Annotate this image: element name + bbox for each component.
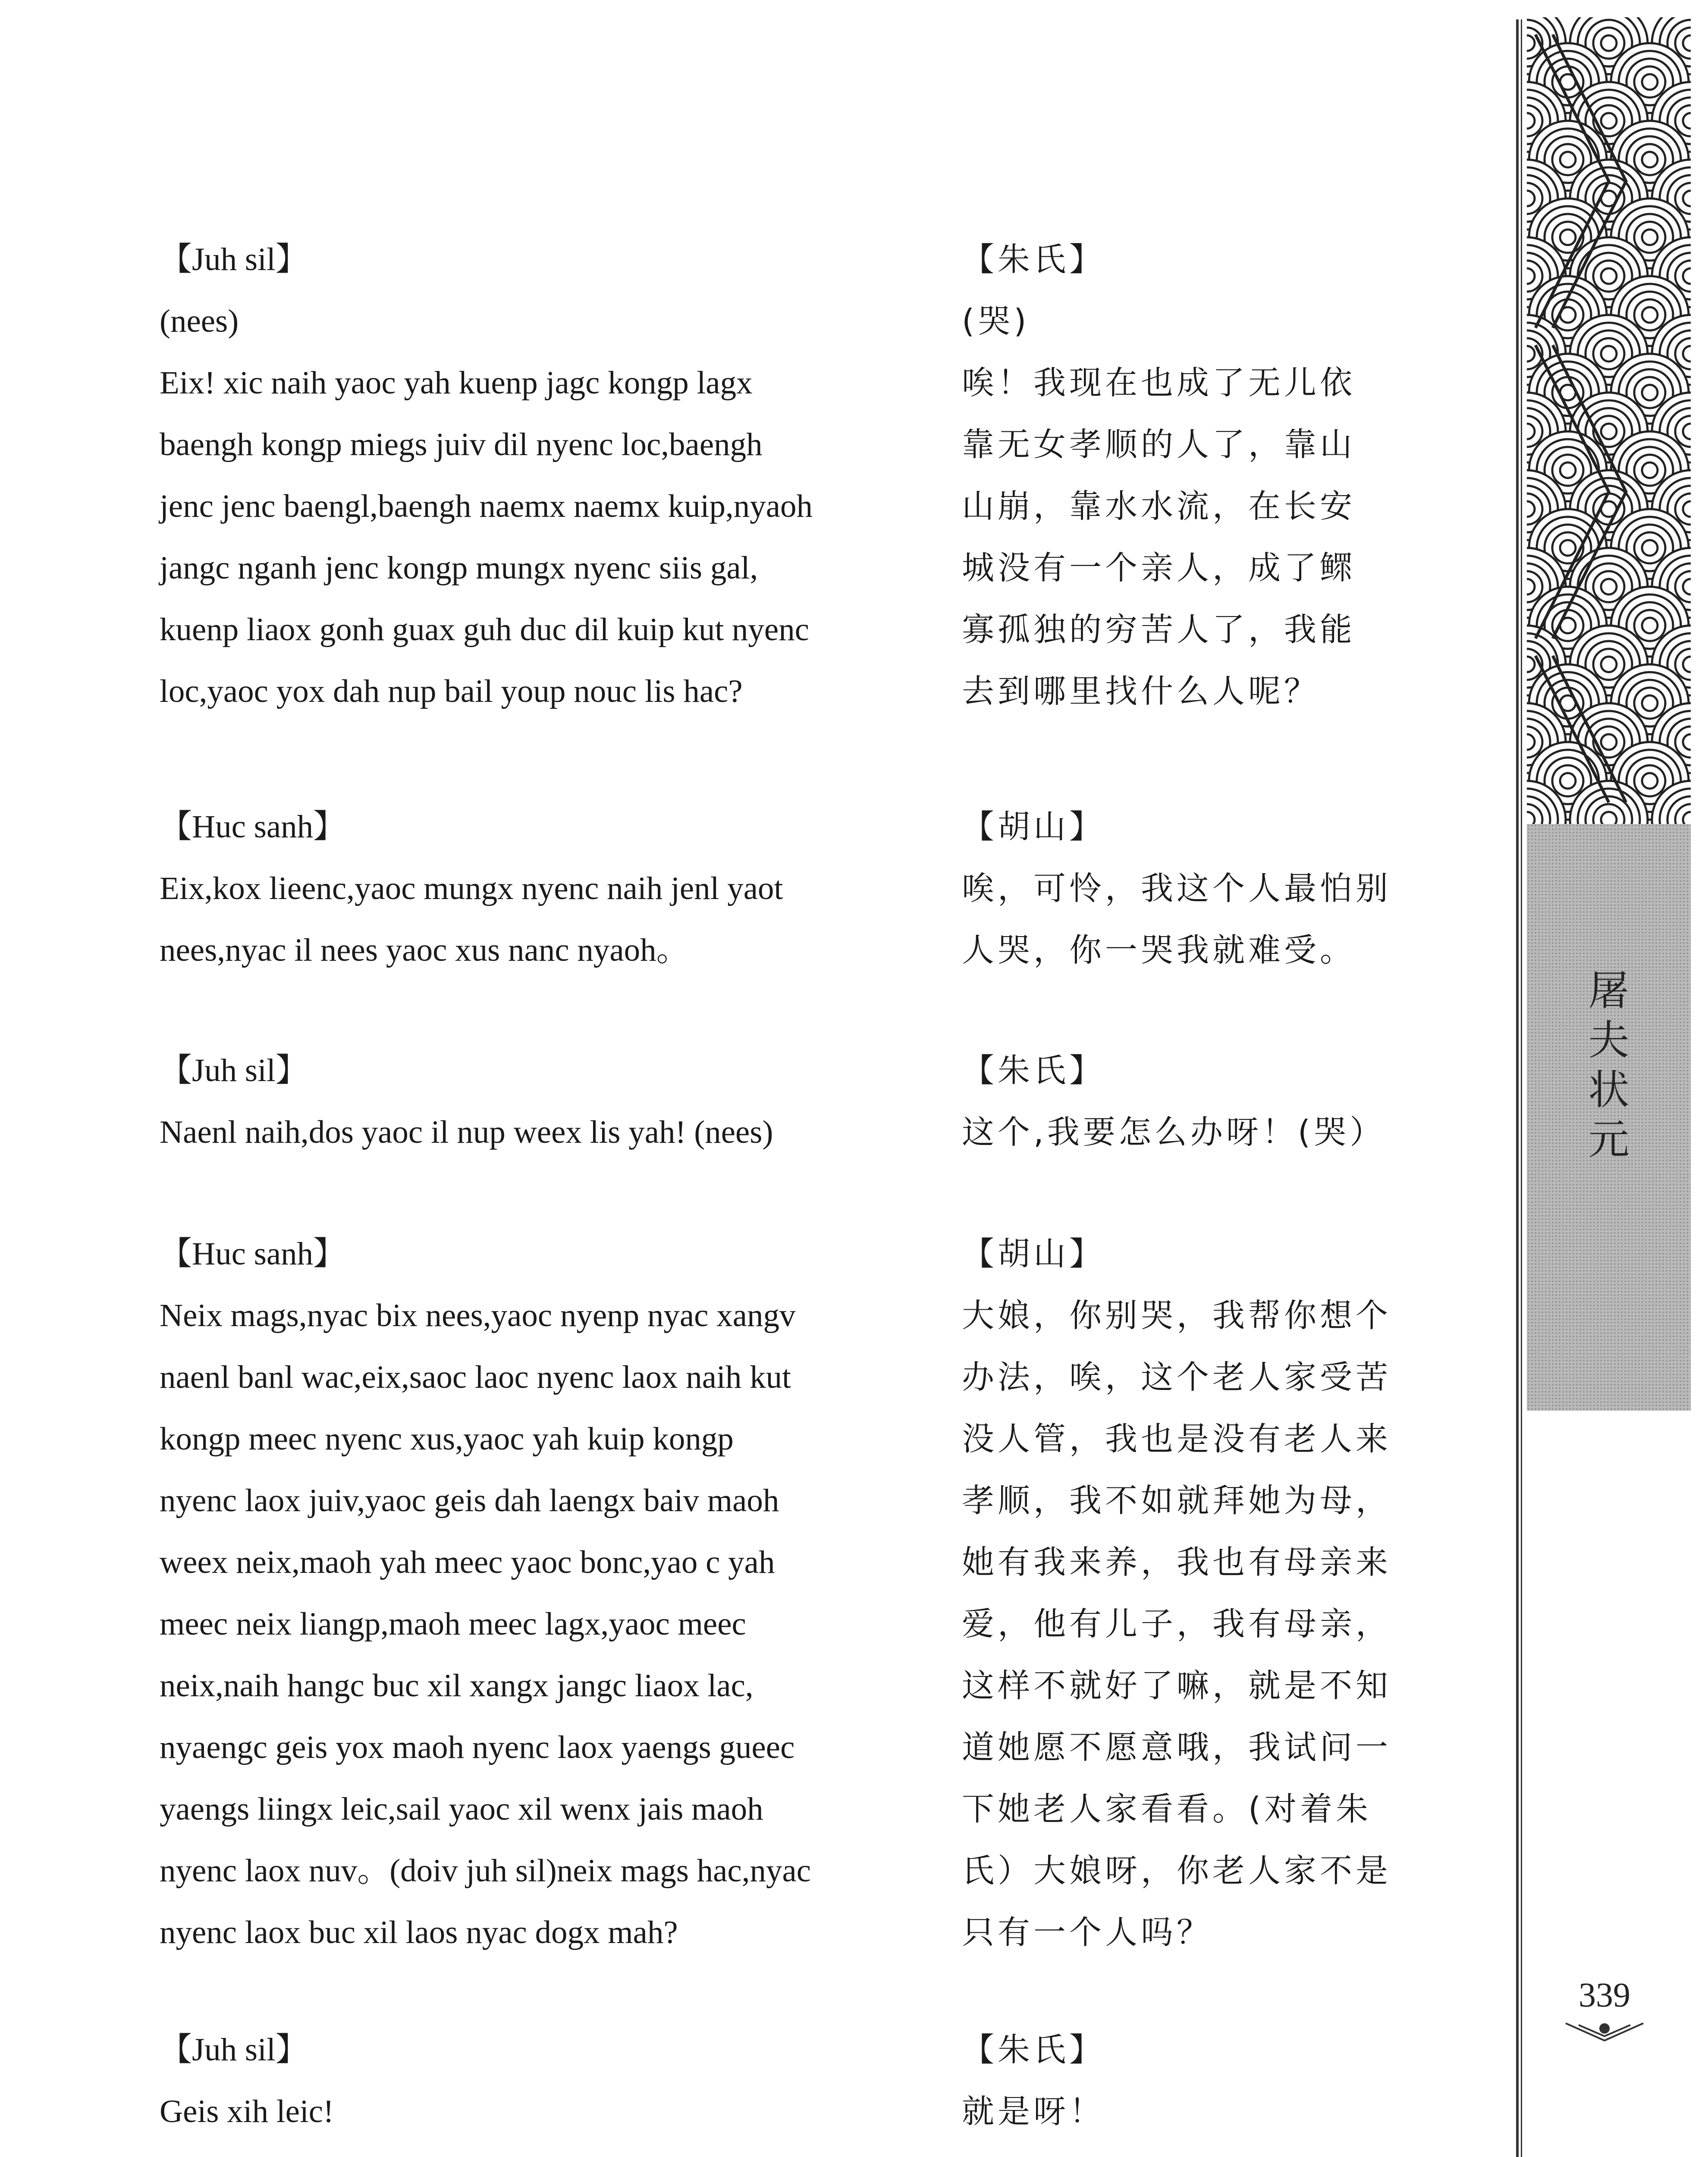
page-ornament-icon [1561, 2019, 1648, 2045]
text-line: weex neix,maoh yah meec yaoc bonc,yao c yah [160, 1544, 775, 1580]
speaker-label: 【Juh sil】 [160, 242, 308, 277]
text-line: 山崩，靠水水流，在长安 [962, 487, 1356, 525]
text-line: baengh kongp miegs juiv dil nyenc loc,baengh [160, 427, 763, 462]
text-line: kongp meec nyenc xus,yaoc yah kuip kongp [160, 1421, 734, 1457]
text-line: 办法，唉，这个老人家受苦 [962, 1358, 1392, 1396]
text-line: 这个,我要怎么办呀！(哭） [962, 1113, 1386, 1151]
text-line: nyenc laox juiv,yaoc geis dah laengx baiv maoh [160, 1483, 779, 1519]
text-line: Geis xih leic! [160, 2094, 334, 2129]
text-line: 就是呀！ [962, 2092, 1105, 2130]
text-line: 只有一个人吗？ [962, 1913, 1213, 1951]
speaker-label: 【胡山】 [962, 1235, 1105, 1273]
text-line: Eix! xic naih yaoc yah kuenp jagc kongp lagx [160, 365, 753, 401]
text-line: naenl banl wac,eix,saoc laoc nyenc laox naih kut [160, 1359, 791, 1395]
dialogue-block-3-zh [962, 1040, 1423, 1163]
text-line: 道她愿不愿意哦，我试问一 [962, 1728, 1392, 1766]
text-line: jenc jenc baengl,baengh naemx naemx kuip,nyaoh [160, 488, 813, 524]
text-line: 她有我来养，我也有母亲来 [962, 1543, 1392, 1581]
text-line: loc,yaoc yox dah nup bail youp nouc lis hac? [160, 673, 743, 709]
dialogue-block-1-dong [160, 229, 906, 722]
dialogue-block-3-dong [160, 1040, 906, 1163]
speaker-label: 【Juh sil】 [160, 2032, 308, 2068]
text-line: 唉，可怜，我这个人最怕别 [962, 869, 1392, 907]
running-title [1583, 966, 1635, 1165]
dialogue-block-5-dong [160, 2019, 906, 2142]
text-line: 孝顺，我不如就拜她为母， [962, 1481, 1392, 1519]
dialogue-block-1-zh [962, 229, 1423, 722]
text-line: 去到哪里找什么人呢？ [962, 672, 1320, 710]
speaker-label: 【朱氏】 [962, 2031, 1105, 2069]
text-line: 城没有一个亲人，成了鳏 [962, 549, 1356, 587]
text-line: jangc nganh jenc kongp mungx nyenc siis gal, [160, 550, 758, 586]
speaker-label: 【Huc sanh】 [160, 1236, 346, 1272]
speaker-label: 【朱氏】 [962, 1051, 1105, 1089]
dialogue-block-4-zh [962, 1223, 1423, 1963]
title-char: 屠 [1588, 967, 1630, 1015]
title-char: 元 [1588, 1116, 1630, 1163]
text-line: 下她老人家看看。(对着朱 [962, 1790, 1372, 1828]
title-char: 夫 [1588, 1017, 1630, 1064]
text-line: (哭) [962, 302, 1030, 340]
dialogue-block-2-zh [962, 796, 1423, 981]
text-line: 人哭，你一哭我就难受。 [962, 931, 1356, 969]
page-number: 339 [1579, 1976, 1630, 2014]
text-line: 唉！我现在也成了无儿依 [962, 364, 1356, 402]
text-line: 大娘，你别哭，我帮你想个 [962, 1296, 1392, 1334]
text-line: (nees) [160, 303, 239, 339]
text-line: kuenp liaox gonh guax guh duc dil kuip kut nyenc [160, 612, 810, 648]
text-line: Neix mags,nyac bix nees,yaoc nyenp nyac xangv [160, 1298, 796, 1333]
text-line: nyenc laox buc xil laos nyac dogx mah? [160, 1915, 678, 1950]
wave-pattern-icon [1527, 17, 1691, 824]
dialogue-block-5-zh [962, 2019, 1423, 2142]
speaker-label: 【朱氏】 [962, 240, 1105, 278]
text-line: 爱，他有儿子，我有母亲， [962, 1605, 1392, 1643]
margin-rule [1516, 19, 1522, 2157]
speaker-label: 【Juh sil】 [160, 1053, 308, 1088]
text-line: nyaengc geis yox maoh nyenc laox yaengs gueec [160, 1729, 795, 1765]
text-line: 靠无女孝顺的人了，靠山 [962, 425, 1356, 463]
text-line: nyenc laox nuv。(doiv juh sil)neix mags hac,nyac [160, 1853, 811, 1889]
wave-pattern-decoration [1527, 17, 1691, 824]
text-line: 氏）大娘呀，你老人家不是 [962, 1852, 1392, 1890]
title-char: 状 [1588, 1066, 1630, 1114]
speaker-label: 【胡山】 [962, 808, 1105, 846]
text-line: 寡孤独的穷苦人了，我能 [962, 610, 1356, 648]
dialogue-block-2-dong [160, 796, 906, 981]
text-line: yaengs liingx leic,sail yaoc xil wenx jais maoh [160, 1791, 763, 1827]
dialogue-block-4-dong [160, 1223, 906, 1963]
text-line: Eix,kox lieenc,yaoc mungx nyenc naih jenl yaot [160, 871, 783, 906]
text-line: 没人管，我也是没有老人来 [962, 1420, 1392, 1458]
speaker-label: 【Huc sanh】 [160, 809, 346, 845]
text-line: nees,nyac il nees yaoc xus nanc nyaoh。 [160, 932, 689, 968]
text-line: 这样不就好了嘛，就是不知 [962, 1666, 1392, 1704]
text-line: Naenl naih,dos yaoc il nup weex lis yah! (nees) [160, 1114, 773, 1150]
text-line: neix,naih hangc buc xil xangx jangc liaox lac, [160, 1668, 754, 1704]
text-line: meec neix liangp,maoh meec lagx,yaoc meec [160, 1606, 746, 1642]
